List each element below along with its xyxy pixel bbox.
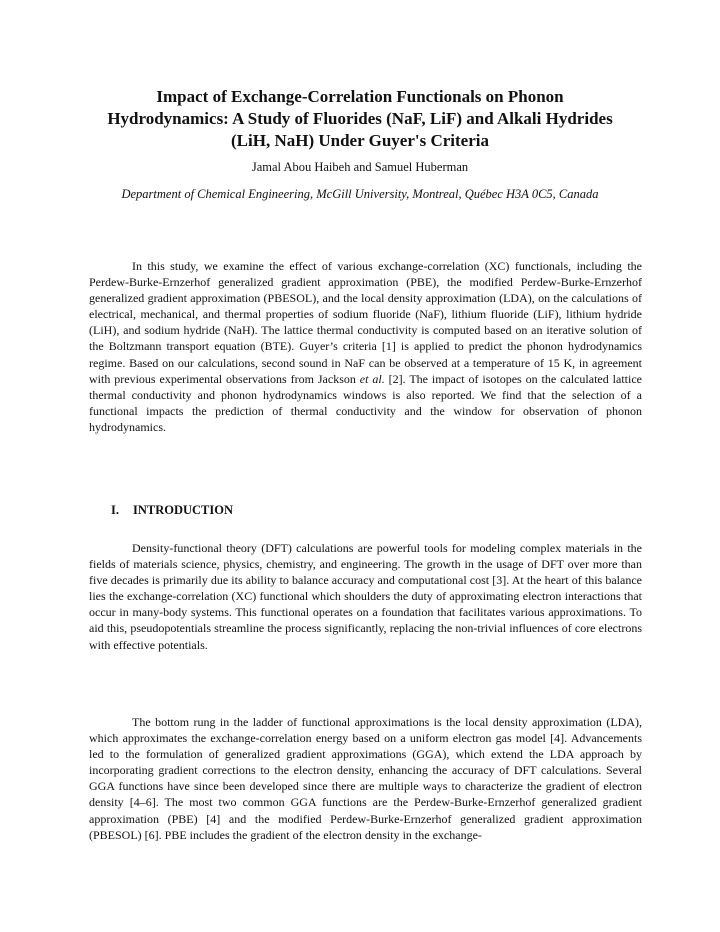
title-line-1: Impact of Exchange-Correlation Functionals on Phonon <box>156 87 564 106</box>
author-list: Jamal Abou Haibeh and Samuel Huberman <box>251 160 469 174</box>
affiliation: Department of Chemical Engineering, McGill University, Montreal, Québec H3A 0C5, Canada <box>121 187 599 201</box>
title-line-2: Hydrodynamics: A Study of Fluorides (NaF, LiF) and Alkali Hydrides <box>107 109 613 128</box>
abstract-et-al: et al. <box>359 371 385 386</box>
paper-title <box>60 86 660 152</box>
intro-paragraph-1: Density-functional theory (DFT) calculations are powerful tools for modeling complex materials in the fields of materials science, physics, chemistry, and engineering. The growth in the usage of DFT over more than five decades is primarily due its ability to balance accuracy and computational cost [3]. At the heart of this balance lies the exchange-correlation (XC) functional which shoulders the duty of approximating electron interactions that occur in many-body systems. This functional operates on a foundation that facilitates various approximations. To aid this, pseudopotentials streamline the process significantly, replacing the non-trivial influences of core electrons with effective potentials. <box>89 541 642 652</box>
abstract <box>89 258 642 435</box>
abstract-text-2: [2]. The impact of isotopes on the calculated lattice thermal conductivity and phonon hydrodynamics windows is also reported. We find that the selection of a functional impacts the prediction of thermal conductivity and the window for observation of phonon hydrodynamics. <box>89 371 642 434</box>
abstract-text-1: In this study, we examine the effect of various exchange-correlation (XC) functionals, including the Perdew-Burke-Ernzerhof generalized gradient approximation (PBE), the modified Perdew-Burke-Ernzerhof generalized gradient approximation (PBESOL), and the local density approximation (LDA), on the calculations of electrical, mechanical, and thermal properties of sodium fluoride (NaF), lithium fluoride (LiF), lithium hydride (LiH), and sodium hydride (NaH). The lattice thermal conductivity is computed based on an iterative solution of the Boltzmann transport equation (BTE). Guyer’s criteria [1] is applied to predict the phonon hydrodynamics regime. Based on our calculations, second sound in NaF can be observed at a temperature of 15 K, in agreement with previous experimental observations from Jackson <box>89 259 642 386</box>
section-title: INTRODUCTION <box>133 503 234 517</box>
title-line-3: (LiH, NaH) Under Guyer's Criteria <box>231 131 489 150</box>
section-heading-introduction <box>111 503 233 518</box>
section-number: I. <box>111 503 119 517</box>
intro-paragraph-2: The bottom rung in the ladder of functional approximations is the local density approximation (LDA), which approximates the exchange-correlation energy based on a uniform electron gas model [4]. Advancements led to the formulation of generalized gradient approximations (GGA), which extend the LDA approach by incorporating gradient corrections to the electron density, enhancing the accuracy of DFT calculations. Several GGA functions have since been developed since there are multiple ways to characterize the gradient of electron density [4–6]. The most two common GGA functions are the Perdew-Burke-Ernzerhof generalized gradient approximation (PBE) [4] and the modified Perdew-Burke-Ernzerhof generalized gradient approximation (PBESOL) [6]. PBE includes the gradient of the electron density in the exchange- <box>89 715 642 842</box>
